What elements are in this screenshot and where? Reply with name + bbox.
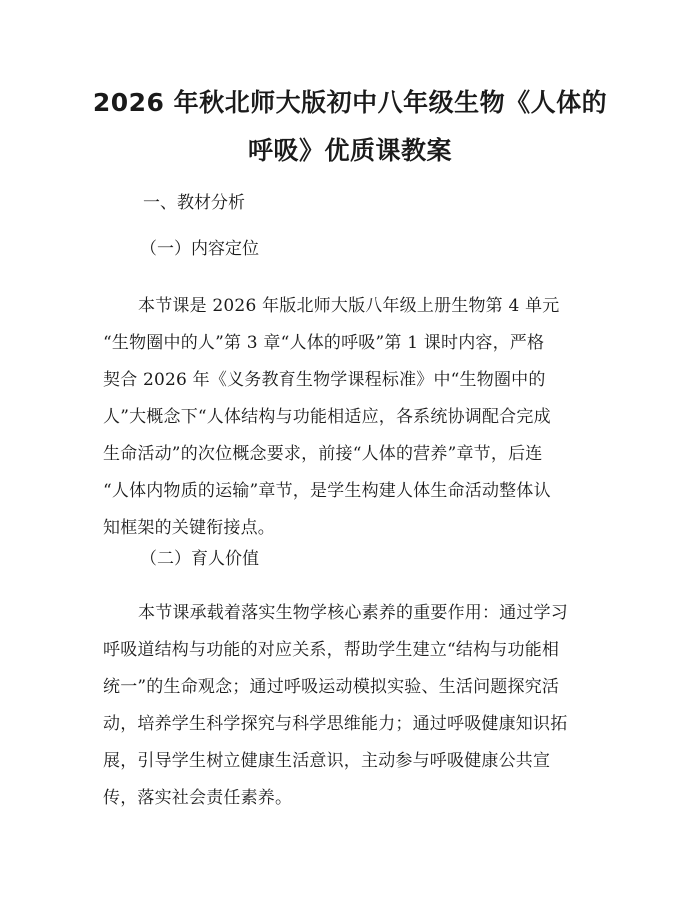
paragraph-line: 知框架的关键衔接点。 — [103, 518, 275, 538]
document-title-line-2: 呼吸》优质课教案 — [247, 136, 452, 165]
paragraph-line: 人”大概念下“人体结构与功能相适应，各系统协调配合完成 — [103, 407, 551, 427]
paragraph-line: “生物圈中的人”第 3 章“人体的呼吸”第 1 课时内容，严格 — [103, 333, 545, 353]
paragraph-line: 生命活动”的次位概念要求，前接“人体的营养”章节，后连 — [103, 444, 543, 464]
paragraph-line: 契合 2026 年《义务教育生物学课程标准》中“生物圈中的 — [103, 370, 546, 390]
paragraph-line: 本节课是 2026 年版北师大版八年级上册生物第 4 单元 — [138, 296, 560, 316]
paragraph-content-positioning — [103, 288, 603, 547]
paragraph-line: 呼吸道结构与功能的对应关系，帮助学生建立“结构与功能相 — [103, 640, 560, 660]
subsection-heading-content-positioning: （一）内容定位 — [140, 239, 259, 259]
document-title-line-1: 2026 年秋北师大版初中八年级生物《人体的 — [92, 88, 608, 117]
paragraph-line: “人体内物质的运输”章节，是学生构建人体生命活动整体认 — [103, 481, 551, 501]
paragraph-line: 动，培养学生科学探究与科学思维能力；通过呼吸健康知识拓 — [103, 714, 568, 734]
paragraph-educational-value — [103, 595, 603, 817]
paragraph-line: 传，落实社会责任素养。 — [103, 788, 293, 808]
section-heading-textbook-analysis: 一、教材分析 — [143, 193, 245, 213]
subsection-heading-educational-value: （二）育人价值 — [140, 549, 259, 569]
paragraph-line: 本节课承载着落实生物学核心素养的重要作用：通过学习 — [138, 603, 568, 623]
paragraph-line: 统一”的生命观念；通过呼吸运动模拟实验、生活问题探究活 — [103, 677, 560, 697]
paragraph-line: 展，引导学生树立健康生活意识，主动参与呼吸健康公共宣 — [103, 751, 551, 771]
